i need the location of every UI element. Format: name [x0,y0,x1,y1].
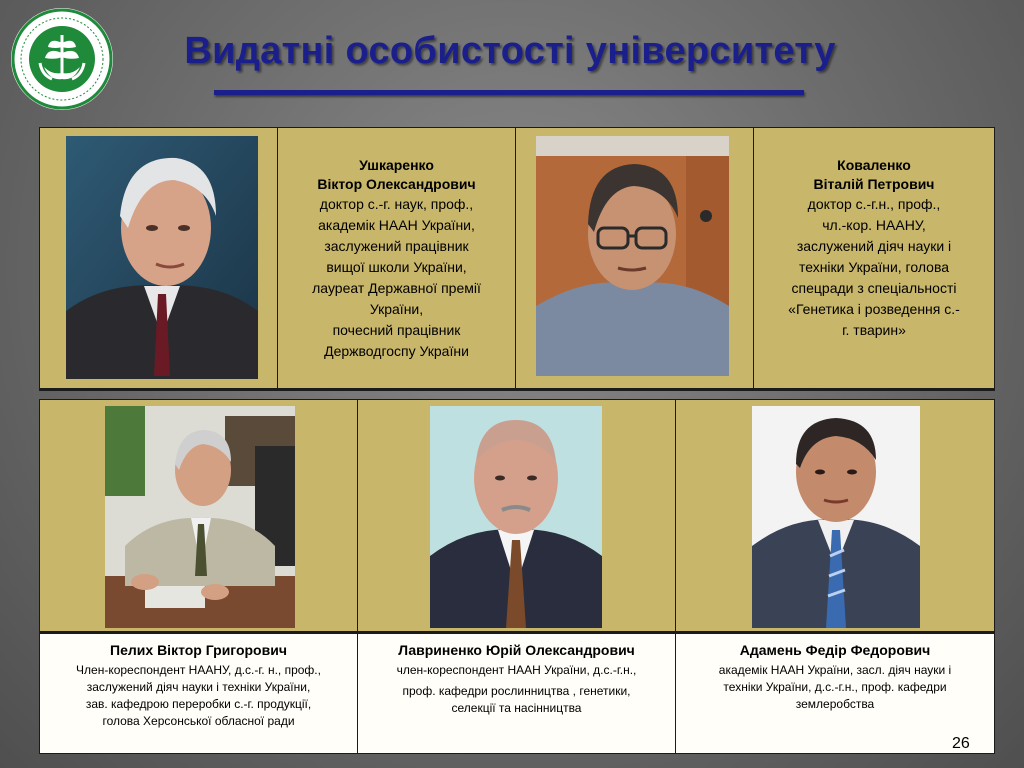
slide-title: Видатні особистості університету [184,30,836,72]
bio-cell-lavrynenko [358,634,676,753]
person-given-names: Віталій Петрович [813,176,935,192]
bio-line: проф. кафедри рослинництва , генетики, [402,684,631,698]
bio-line: доктор с.-г.н., проф., [807,196,941,212]
bio-line: техніки України, голова [798,259,950,275]
photo-cell-kovalenko [516,128,754,388]
bio-line: Член-кореспондент НААНУ, д.с.-г. н., проф., [76,663,321,677]
bio-line: Держводгоспу України [324,343,469,359]
bio-line: України, [369,301,424,317]
person-given-names: Віктор Олександрович [317,176,476,192]
bio-line: академік НААН України, засл. діяч науки і [718,663,952,677]
bio-line: «Генетика і розведення с.- [788,301,960,317]
person-name: Пелих Віктор Григорович [110,642,287,658]
bio-line: доктор с.-г. наук, проф., [319,196,474,212]
page-number: 26 [952,735,970,752]
bio-line: техніки України, д.с.-г.н., проф. кафедри [723,680,947,694]
bio-cell-pelykh [40,634,358,753]
photo-cell-lavrynenko [358,400,676,631]
person-surname: Ушкаренко [359,157,434,173]
bio-line: академік НААН України, [318,217,475,233]
bottom-bios-row [40,634,994,753]
bio-line: заслужений діяч науки і техніки України, [86,680,311,694]
bio-line: вищої школи України, [326,259,467,275]
bottom-row-table [39,399,995,754]
title-underline [214,90,804,95]
portrait-photo [536,136,729,376]
bottom-photos-row [40,400,994,634]
bio-cell-adamen [676,634,994,753]
photo-cell-ushkarenko [40,128,278,388]
bio-line: член-кореспондент НААН України, д.с.-г.н., [396,663,637,677]
bio-line: зав. кафедрою переробки с.-г. продукції, [85,697,312,711]
bio-line: г. тварин» [842,322,906,338]
portrait-photo [105,406,295,628]
plant-hands-emblem-icon [10,7,114,111]
photo-cell-pelykh [40,400,358,631]
person-name: Лавриненко Юрій Олександрович [398,642,635,658]
university-logo [10,7,114,111]
bio-line: голова Херсонської обласної ради [102,714,295,728]
portrait-photo [66,136,258,379]
person-name: Адамень Федір Федорович [739,642,931,658]
portrait-photo [430,406,602,628]
bio-cell-ushkarenko [278,128,516,388]
bio-line: землеробства [795,697,875,711]
bio-line: селекції та насінництва [451,701,582,715]
bio-line: почесний працівник [332,322,461,338]
top-row-table [39,127,995,391]
portrait-photo [752,406,920,628]
bio-line: заслужений працівник [324,238,469,254]
person-surname: Коваленко [837,157,911,173]
bio-line: чл.-кор. НААНУ, [822,217,926,233]
bio-line: спецради з спеціальності [791,280,957,296]
bio-line: заслужений діяч науки і [796,238,952,254]
bio-cell-kovalenko [754,128,994,388]
bio-line: лауреат Державної премії [312,280,481,296]
photo-cell-adamen [676,400,994,631]
